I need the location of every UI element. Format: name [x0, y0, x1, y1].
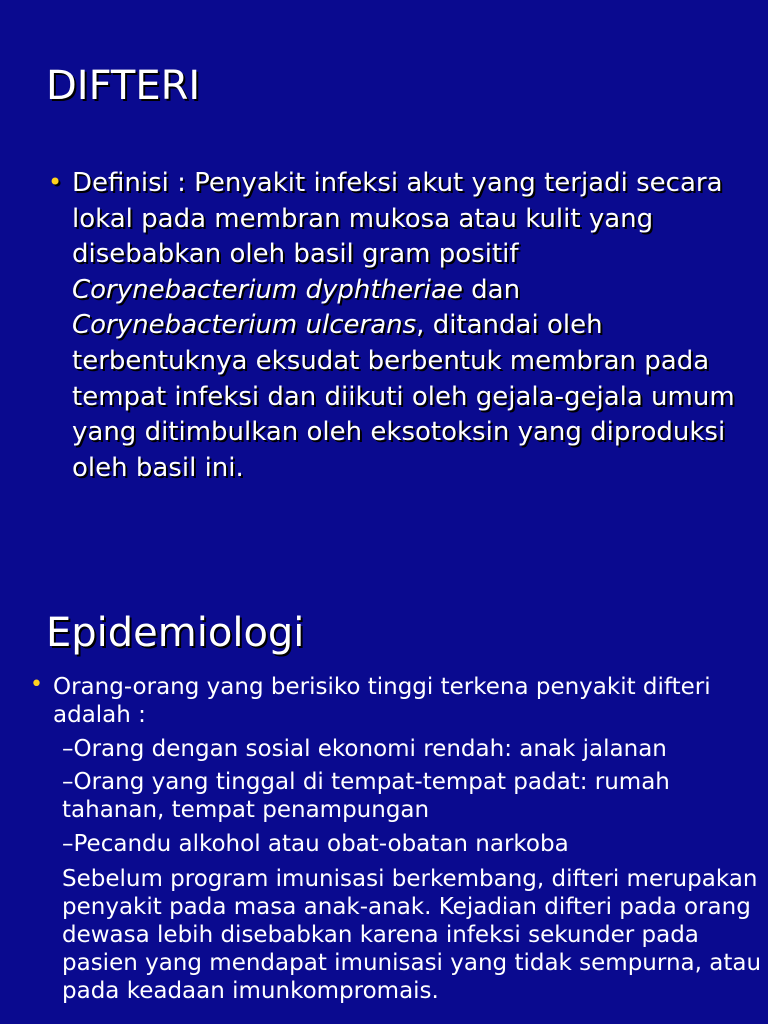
- definition-paragraph: [72, 166, 752, 486]
- species-name-dyphtheriae: Corynebacterium dyphtheriae: [72, 274, 463, 305]
- definition-text-a: Definisi : Penyakit infeksi akut yang terjadi secara lokal pada membran mukosa atau kulit yang disebabkan oleh basil gram positif: [72, 168, 723, 270]
- risk-item-addiction: –Pecandu alkohol atau obat-obatan narkoba: [62, 831, 569, 857]
- slide-title-difteri: DIFTERI: [46, 63, 201, 109]
- slide-title-epidemiologi: Epidemiologi: [46, 610, 305, 656]
- definition-text-c: , ditandai oleh terbentuknya eksudat berbentuk membran pada tempat infeksi dan diikuti oleh gejala-gejala umum yang ditimbulkan oleh eksotoksin yang diproduksi oleh basil ini.: [72, 310, 735, 483]
- bullet-dot-icon: •: [48, 168, 63, 196]
- risk-item-socioeconomic: –Orang dengan sosial ekonomi rendah: anak jalanan: [62, 736, 667, 762]
- epidemiology-note: Sebelum program imunisasi berkembang, difteri merupakan penyakit pada masa anak-anak. Kejadian difteri pada orang dewasa lebih disebabkan karena infeksi sekunder pada pasien yang mendapat imunisasi yang tidak sempurna, atau pada keadaan imunkompromais.: [62, 866, 762, 1004]
- definition-text-b: dan: [462, 274, 521, 305]
- species-name-ulcerans: Corynebacterium ulcerans: [72, 310, 417, 341]
- epidemiology-intro: Orang-orang yang berisiko tinggi terkena penyakit difteri adalah :: [53, 674, 711, 728]
- bullet-dot-icon: •: [30, 672, 43, 697]
- risk-item-crowded-places: –Orang yang tinggal di tempat-tempat padat: rumah tahanan, tempat penampungan: [62, 769, 670, 823]
